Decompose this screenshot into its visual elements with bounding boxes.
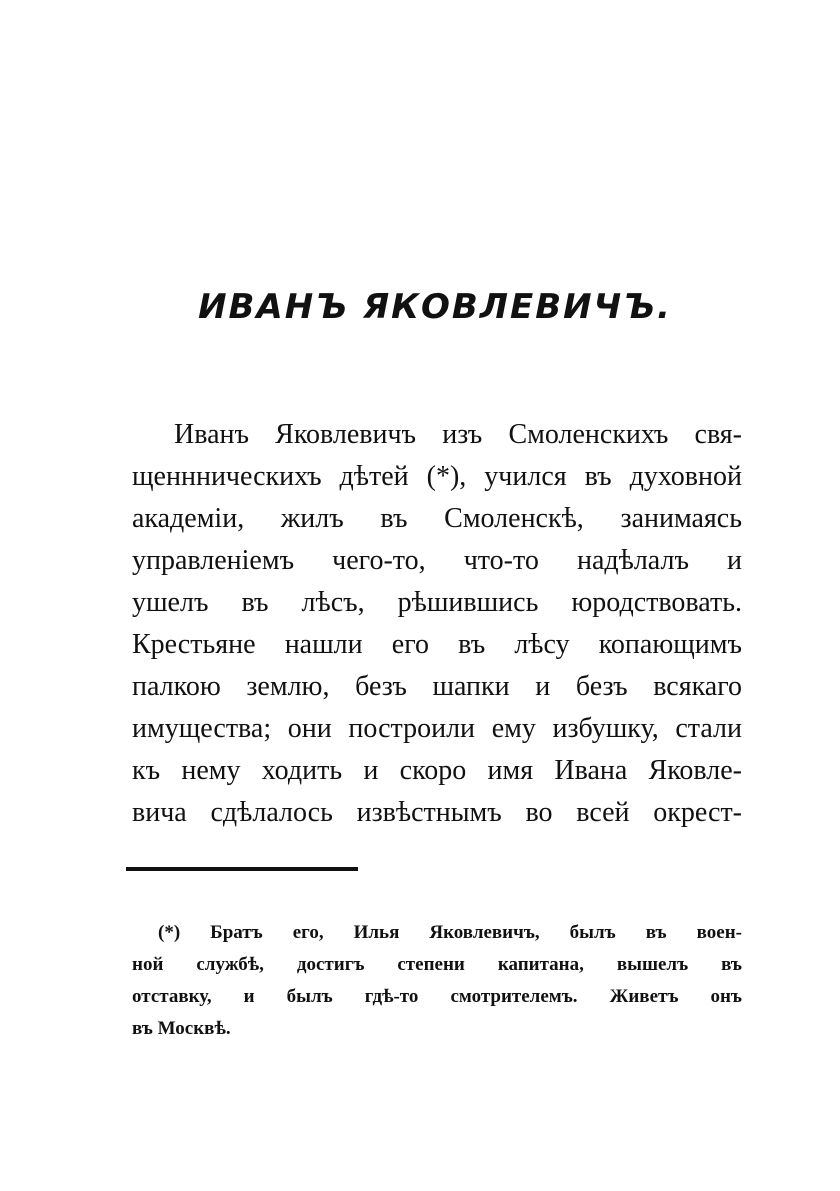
footnote-line: (*) Братъ его, Илья Яковлевичъ, былъ въ воен-	[158, 922, 742, 943]
footnote-line: въ Москвѣ.	[132, 1018, 231, 1039]
body-line: имущества; они построили ему избушку, стали	[132, 713, 742, 744]
body-line: щеннническихъ дѣтей (*), учился въ духовной	[132, 461, 742, 492]
footnote	[132, 917, 742, 1045]
body-line: Крестьяне нашли его въ лѣсу копающимъ	[132, 629, 742, 660]
body-line: палкою землю, безъ шапки и безъ всякаго	[132, 671, 742, 702]
body-line: академіи, жилъ въ Смоленскѣ, занимаясь	[132, 503, 742, 534]
footnote-line: ной службѣ, достигъ степени капитана, вышелъ въ	[132, 954, 742, 975]
body-text	[132, 414, 742, 834]
body-line: ушелъ въ лѣсъ, рѣшившись юродствовать.	[132, 587, 742, 618]
body-line: вича сдѣлалось извѣстнымъ во всей окрест-	[132, 797, 742, 828]
footnote-divider	[126, 867, 358, 871]
footnote-line: отставку, и былъ гдѣ-то смотрителемъ. Живетъ онъ	[132, 986, 742, 1007]
body-line: управленіемъ чего-то, что-то надѣлалъ и	[132, 545, 742, 576]
body-line: къ нему ходить и скоро имя Ивана Яковле-	[132, 755, 742, 786]
chapter-title: ИВАНЪ ЯКОВЛЕВИЧЪ.	[198, 287, 672, 327]
body-line: Иванъ Яковлевичъ изъ Смоленскихъ свя-	[174, 419, 742, 450]
